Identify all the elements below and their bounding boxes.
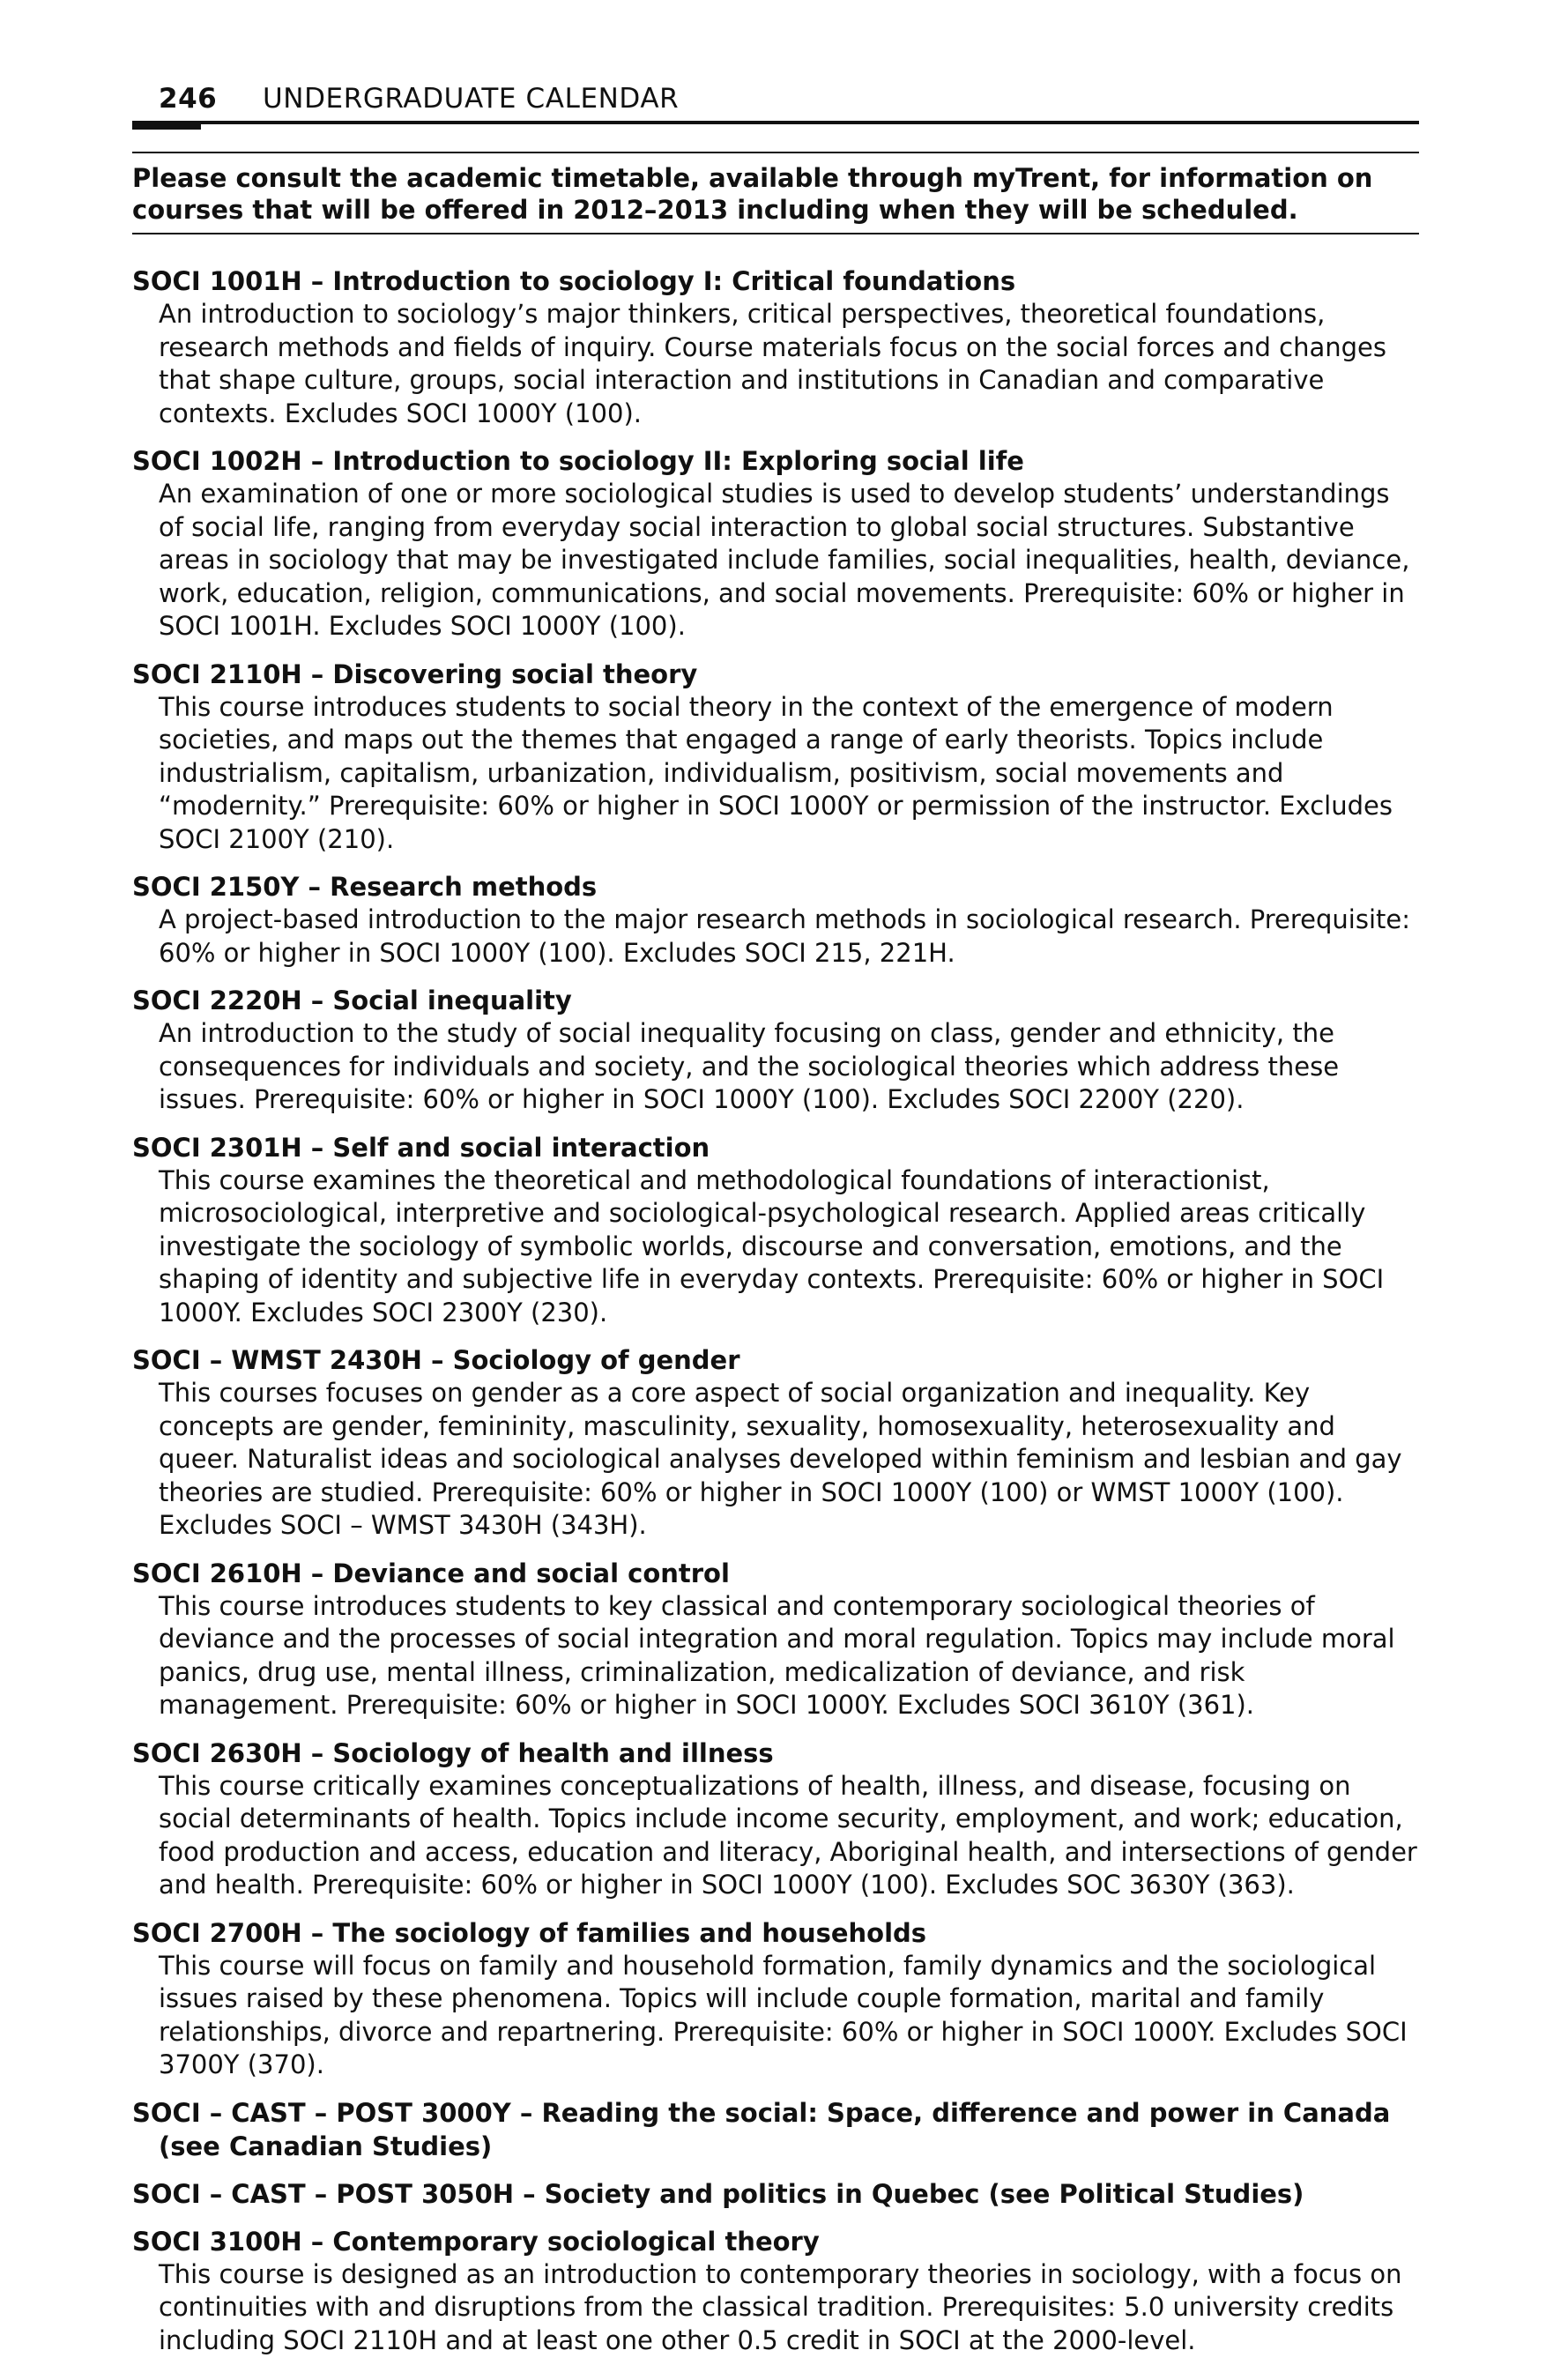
course-title: SOCI 3100H – Contemporary sociological theory [132,2226,820,2257]
course-title: SOCI 2700H – The sociology of families and households [132,1917,927,1948]
course-title: SOCI 1002H – Introduction to sociology II: Exploring social life [132,446,1024,476]
course-entry [132,870,1419,970]
calendar-page [132,78,1419,2371]
course-description: This course will focus on family and household formation, family dynamics and the sociological issues raised by these phenomena. Topics will include couple formation, marital and family relationships, divorce and repartnering. Prerequisite: 60% or higher in SOCI 1000Y. Excludes SOCI 3700Y (370). [159,1950,1408,2079]
page-number: 246 [159,83,218,115]
course-title: SOCI 2301H – Self and social interaction [132,1132,710,1163]
course-description: This course introduces students to key classical and contemporary sociological theories of deviance and the processes of social integration and moral regulation. Topics may include moral panics, drug use, mental illness, criminalization, medicalization of deviance, and risk management. Prerequisite: 60% or higher in SOCI 1000Y. Excludes SOCI 3610Y (361). [159,1590,1395,1720]
course-description: This course is designed as an introduction to contemporary theories in sociology, with a focus on continuities with and disruptions from the classical tradition. Prerequisites: 5.0 university credits including SOCI 2110H and at least one other 0.5 credit in SOCI at the 2000-level. [159,2258,1402,2355]
course-title: SOCI – CAST – POST 3050H – Society and politics in Quebec (see Political Studies) [132,2178,1304,2209]
course-title: SOCI 2110H – Discovering social theory [132,658,698,689]
course-entry [132,2177,1419,2211]
course-description: An examination of one or more sociological studies is used to develop students’ understandings of social life, ranging from everyday social interaction to global social structures. Substantive areas in sociology that may be investigated include families, social inequalities, health, deviance, work, education, religion, communications, and social movements. Prerequisite: 60% or higher in SOCI 1001H. Excludes SOCI 1000Y (100). [159,479,1410,641]
course-entry [132,1557,1419,1722]
course-entry [132,1131,1419,1330]
course-title: SOCI 2630H – Sociology of health and illness [132,1737,774,1768]
course-description: This course critically examines conceptualizations of health, illness, and disease, focusing on social determinants of health. Topics include income security, employment, and work; education, food production and access, education and literacy, Aboriginal health, and intersections of gender and health. Prerequisite: 60% or higher in SOCI 1000Y (100). Excludes SOC 3630Y (363). [159,1770,1417,1900]
page-header [132,78,1419,123]
course-title: SOCI 2150Y – Research methods [132,872,598,902]
course-description: This course examines the theoretical and methodological foundations of interactionist, microsociological, interpretive and sociological-psychological research. Applied areas critically investigate the sociology of symbolic worlds, discourse and conversation, emotions, and the shaping of identity and subjective life in everyday contexts. Prerequisite: 60% or higher in SOCI 1000Y. Excludes SOCI 2300Y (230). [159,1164,1385,1328]
course-description: A project-based introduction to the major research methods in sociological research. Prerequisite: 60% or higher in SOCI 1000Y (100). Excludes SOCI 215, 221H. [159,904,1410,968]
header-tab-marker [132,121,201,130]
course-entry [132,444,1419,643]
course-title: SOCI 1001H – Introduction to sociology I: Critical foundations [132,266,1016,296]
course-entry [132,2096,1419,2163]
notice-bottom-rule [132,233,1419,234]
running-head: UNDERGRADUATE CALENDAR [263,83,680,115]
course-title: SOCI 2220H – Social inequality [132,985,572,1015]
course-entry [132,1916,1419,2082]
course-entry [132,984,1419,1117]
course-entry [132,1343,1419,1543]
course-description: This courses focuses on gender as a core aspect of social organization and inequality. Key concepts are gender, femininity, masculinity, sexuality, homosexuality, heterosexuality and queer. Naturalist ideas and sociological analyses developed within feminism and lesbian and gay theories are studied. Prerequisite: 60% or higher in SOCI 1000Y (100) or WMST 1000Y (100). Excludes SOCI – WMST 3430H (343H). [159,1378,1402,1540]
course-entry [132,2225,1419,2358]
course-entry [132,264,1419,430]
course-description: An introduction to the study of social inequality focusing on class, gender and ethnicity, the consequences for individuals and society, and the sociological theories which address these issues. Prerequisite: 60% or higher in SOCI 1000Y (100). Excludes SOCI 2200Y (220). [159,1018,1340,1114]
course-title: SOCI – CAST – POST 3000Y – Reading the social: Space, difference and power in Canada (see Canadian Studies) [132,2097,1391,2161]
course-entry [132,658,1419,857]
course-title: SOCI 2610H – Deviance and social control [132,1558,730,1588]
header-rule [132,121,1419,124]
timetable-notice: Please consult the academic timetable, available through myTrent, for information on courses that will be offered in 2012–2013 including when they will be scheduled. [132,163,1373,225]
course-description: An introduction to sociology’s major thinkers, critical perspectives, theoretical foundations, research methods and fields of inquiry. Course materials focus on the social forces and changes that shape culture, groups, social interaction and institutions in Canadian and comparative contexts. Excludes SOCI 1000Y (100). [159,299,1386,428]
course-entry [132,1737,1419,1902]
course-list [132,264,1419,2357]
course-title: SOCI – WMST 2430H – Sociology of gender [132,1345,740,1375]
course-description: This course introduces students to social theory in the context of the emergence of modern societies, and maps out the themes that engaged a range of early theorists. Topics include industrialism, capitalism, urbanization, individualism, positivism, social movements and “modernity.” Prerequisite: 60% or higher in SOCI 1000Y or permission of the instructor. Excludes SOCI 2100Y (210). [159,691,1393,854]
